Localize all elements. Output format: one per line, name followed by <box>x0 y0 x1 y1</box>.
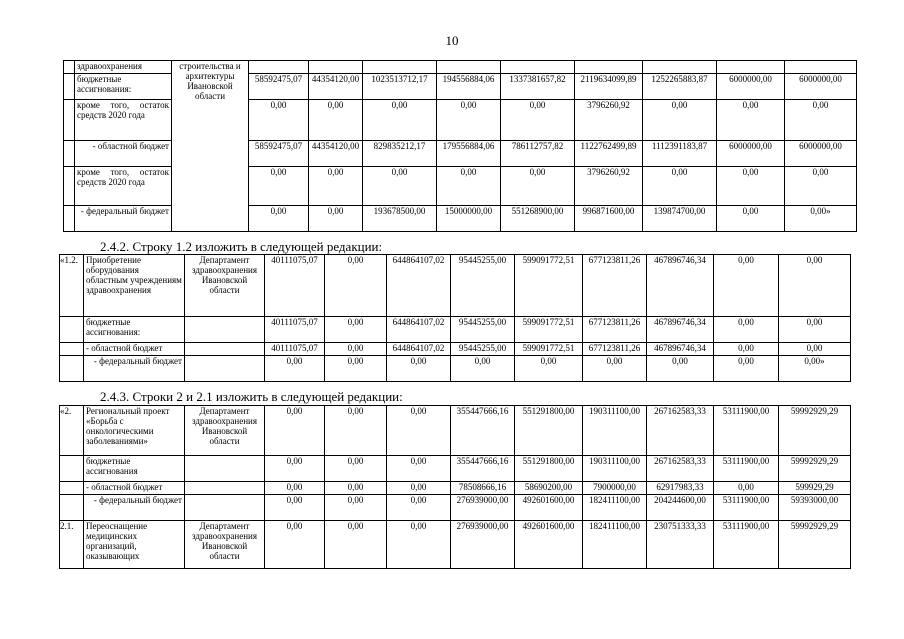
cell-value: 58690200,00 <box>515 482 583 495</box>
cell-value: 6000000,00 <box>785 74 857 100</box>
cell-value: 0,00 <box>325 521 387 569</box>
cell-value: 0,00 <box>717 100 785 141</box>
cell-value: 40111075,07 <box>265 255 325 317</box>
cell-value: 15000000,00 <box>437 206 501 232</box>
row-number: «2. <box>60 406 84 456</box>
row-label: - областной бюджет <box>84 482 185 495</box>
row-label: - областной бюджет <box>75 141 172 167</box>
cell-value: 2119634099,89 <box>575 74 643 100</box>
cell-value: 0,00 <box>249 167 309 206</box>
row-label: - федеральный бюджет <box>75 206 172 232</box>
cell-value: 0,00 <box>583 356 647 382</box>
row-number <box>60 456 84 482</box>
cell-value: 53111900,00 <box>714 406 779 456</box>
cell-value: 230751333,33 <box>647 521 714 569</box>
cell-value: 599929,29 <box>779 482 851 495</box>
cell-value: 78508666,16 <box>451 482 515 495</box>
cell-value: 190311100,00 <box>583 456 647 482</box>
cell-value <box>501 61 575 74</box>
cell-value: 0,00 <box>387 521 451 569</box>
cell-value: 467896746,34 <box>647 317 714 343</box>
cell-value: 0,00 <box>309 100 363 141</box>
cell-value: 276939000,00 <box>451 521 515 569</box>
cell-value: 44354120,00 <box>309 74 363 100</box>
cell-value: 40111075,07 <box>265 343 325 356</box>
table-row <box>64 61 857 74</box>
cell-value: 3796260,92 <box>575 100 643 141</box>
cell-value: 355447666,16 <box>451 406 515 456</box>
cell-value: 0,00 <box>515 356 583 382</box>
cell-value: 190311100,00 <box>583 406 647 456</box>
table-row <box>60 343 851 356</box>
cell-value: 6000000,00 <box>717 74 785 100</box>
cell-value: 0,00 <box>387 356 451 382</box>
table-row <box>60 521 851 569</box>
responsible-department: строительства и архитектуры Ивановской области <box>172 61 249 232</box>
cell-value: 95445255,00 <box>451 317 515 343</box>
cell-value: 467896746,34 <box>647 255 714 317</box>
cell-value: 0,00 <box>779 343 851 356</box>
responsible-department <box>185 482 265 495</box>
cell-value: 996871600,00 <box>575 206 643 232</box>
cell-value: 0,00 <box>265 495 325 521</box>
responsible-department: Департамент здравоохранения Ивановской области <box>185 521 265 569</box>
cell-value: 59992929,29 <box>779 456 851 482</box>
cell-value: 276939000,00 <box>451 495 515 521</box>
cell-value: 355447666,16 <box>451 456 515 482</box>
cell-value: 0,00» <box>779 356 851 382</box>
cell-value: 40111075,07 <box>265 317 325 343</box>
cell-value: 492601600,00 <box>515 495 583 521</box>
cell-value: 0,00 <box>249 206 309 232</box>
cell-value: 1112391183,87 <box>643 141 717 167</box>
row-label: - областной бюджет <box>84 343 185 356</box>
responsible-department <box>185 495 265 521</box>
cell-value: 0,00 <box>387 482 451 495</box>
cell-value: 193678500,00 <box>363 206 437 232</box>
row-label: Переоснащение медицинских организаций, оказывающих <box>84 521 185 569</box>
cell-value: 786112757,82 <box>501 141 575 167</box>
row-number <box>60 343 84 356</box>
cell-value: 0,00 <box>265 456 325 482</box>
cell-value: 59992929,29 <box>779 406 851 456</box>
cell-value: 0,00 <box>249 100 309 141</box>
row-label: - федеральный бюджет <box>84 356 185 382</box>
cell-value: 0,00 <box>437 100 501 141</box>
cell-value: 0,00 <box>714 356 779 382</box>
page-number: 10 <box>445 33 459 48</box>
cell-value: 644864107,02 <box>387 343 451 356</box>
program-table-row-1-2 <box>59 254 851 382</box>
row-number <box>60 356 84 382</box>
cell-value: 0,00 <box>643 100 717 141</box>
cell-value: 95445255,00 <box>451 343 515 356</box>
cell-value <box>249 61 309 74</box>
cell-value: 1122762499,89 <box>575 141 643 167</box>
cell-value: 53111900,00 <box>714 456 779 482</box>
cell-value: 0,00 <box>501 100 575 141</box>
table-row <box>60 406 851 456</box>
cell-value: 644864107,02 <box>387 317 451 343</box>
cell-value: 58592475,07 <box>249 74 309 100</box>
cell-value: 44354120,00 <box>309 141 363 167</box>
cell-value: 0,00 <box>714 343 779 356</box>
table-row <box>60 482 851 495</box>
cell-value: 6000000,00 <box>717 141 785 167</box>
cell-value: 0,00 <box>647 356 714 382</box>
row-label: кроме того, остаток средств 2020 года <box>75 167 172 206</box>
table-row <box>60 255 851 317</box>
cell-value: 0,00 <box>785 100 857 141</box>
cell-value: 0,00 <box>785 167 857 206</box>
cell-value: 0,00 <box>325 482 387 495</box>
cell-value: 0,00 <box>309 167 363 206</box>
cell-value: 0,00 <box>265 356 325 382</box>
cell-value: 0,00 <box>643 167 717 206</box>
row-label: кроме того, остаток средств 2020 года <box>75 100 172 141</box>
cell-value: 59992929,29 <box>779 521 851 569</box>
row-label: бюджетные ассигнования: <box>84 317 185 343</box>
cell-value: 0,00 <box>325 406 387 456</box>
cell-value: 599091772,51 <box>515 255 583 317</box>
cell-value: 1252265883,87 <box>643 74 717 100</box>
cell-value: 0,00 <box>325 343 387 356</box>
cell-value <box>717 61 785 74</box>
responsible-department <box>185 343 265 356</box>
row-label: бюджетные ассигнования <box>84 456 185 482</box>
cell-value: 1023513712,17 <box>363 74 437 100</box>
cell-value: 267162583,33 <box>647 456 714 482</box>
cell-value: 0,00 <box>779 317 851 343</box>
cell-value <box>309 61 363 74</box>
table-row <box>60 317 851 343</box>
row-label: - федеральный бюджет <box>84 495 185 521</box>
cell-value: 0,00 <box>714 255 779 317</box>
cell-value: 3796260,92 <box>575 167 643 206</box>
cell-value: 551291800,00 <box>515 406 583 456</box>
cell-value: 0,00 <box>325 255 387 317</box>
cell-value: 677123811,26 <box>583 255 647 317</box>
cell-value: 62917983,33 <box>647 482 714 495</box>
cell-value: 599091772,51 <box>515 343 583 356</box>
table-row <box>60 495 851 521</box>
program-table-continued <box>63 60 857 232</box>
cell-value: 6000000,00 <box>785 141 857 167</box>
cell-value: 0,00 <box>325 317 387 343</box>
cell-value: 0,00 <box>265 406 325 456</box>
responsible-department: Департамент здравоохранения Ивановской области <box>185 255 265 317</box>
cell-value: 0,00 <box>325 495 387 521</box>
cell-value: 0,00 <box>387 495 451 521</box>
row-number <box>60 317 84 343</box>
cell-value: 0,00 <box>717 167 785 206</box>
cell-value: 267162583,33 <box>647 406 714 456</box>
section-heading: 2.4.2. Строку 1.2 изложить в следующей редакции: <box>100 239 383 254</box>
table-row <box>60 356 851 382</box>
cell-value: 0,00 <box>717 206 785 232</box>
cell-value: 551268900,00 <box>501 206 575 232</box>
cell-value: 139874700,00 <box>643 206 717 232</box>
cell-value: 677123811,26 <box>583 317 647 343</box>
cell-value: 7900000,00 <box>583 482 647 495</box>
responsible-department: Департамент здравоохранения Ивановской области <box>185 406 265 456</box>
cell-value: 0,00 <box>437 167 501 206</box>
row-number <box>60 495 84 521</box>
responsible-department <box>185 456 265 482</box>
cell-value: 0,00 <box>363 100 437 141</box>
row-number <box>60 482 84 495</box>
row-number: 2.1. <box>60 521 84 569</box>
cell-value: 204244600,00 <box>647 495 714 521</box>
cell-value: 1337381657,82 <box>501 74 575 100</box>
cell-value: 53111900,00 <box>714 495 779 521</box>
cell-value: 551291800,00 <box>515 456 583 482</box>
section-heading: 2.4.3. Строки 2 и 2.1 изложить в следующей редакции: <box>100 389 403 404</box>
cell-value: 0,00» <box>785 206 857 232</box>
cell-value: 59393000,00 <box>779 495 851 521</box>
row-label: здравоохранения <box>75 61 172 74</box>
cell-value: 179556884,06 <box>437 141 501 167</box>
cell-value: 0,00 <box>714 317 779 343</box>
cell-value: 58592475,07 <box>249 141 309 167</box>
cell-value: 182411100,00 <box>583 521 647 569</box>
cell-value: 644864107,02 <box>387 255 451 317</box>
cell-value: 0,00 <box>325 456 387 482</box>
cell-value <box>363 61 437 74</box>
cell-value: 0,00 <box>451 356 515 382</box>
row-label: Региональный проект «Борьба с онкологическими заболеваниями» <box>84 406 185 456</box>
responsible-department <box>185 356 265 382</box>
cell-value: 0,00 <box>779 255 851 317</box>
cell-value: 0,00 <box>265 521 325 569</box>
row-label: бюджетные ассигнования: <box>75 74 172 100</box>
cell-value <box>785 61 857 74</box>
cell-value <box>575 61 643 74</box>
cell-value: 492601600,00 <box>515 521 583 569</box>
cell-value: 0,00 <box>387 456 451 482</box>
cell-value: 467896746,34 <box>647 343 714 356</box>
cell-value <box>437 61 501 74</box>
cell-value: 95445255,00 <box>451 255 515 317</box>
cell-value: 182411100,00 <box>583 495 647 521</box>
cell-value: 677123811,26 <box>583 343 647 356</box>
cell-value: 0,00 <box>265 482 325 495</box>
cell-value: 0,00 <box>501 167 575 206</box>
cell-value: 0,00 <box>387 406 451 456</box>
cell-value: 0,00 <box>325 356 387 382</box>
program-table-rows-2-2-1 <box>59 405 851 569</box>
cell-value: 829835212,17 <box>363 141 437 167</box>
row-label: Приобретение оборудования областным учреждениям здравоохранения <box>84 255 185 317</box>
cell-value: 0,00 <box>309 206 363 232</box>
cell-value: 53111900,00 <box>714 521 779 569</box>
cell-value: 0,00 <box>363 167 437 206</box>
cell-value: 194556884,06 <box>437 74 501 100</box>
table-row <box>60 456 851 482</box>
cell-value: 599091772,51 <box>515 317 583 343</box>
cell-value: 0,00 <box>714 482 779 495</box>
responsible-department <box>185 317 265 343</box>
cell-value <box>643 61 717 74</box>
row-number: «1.2. <box>60 255 84 317</box>
